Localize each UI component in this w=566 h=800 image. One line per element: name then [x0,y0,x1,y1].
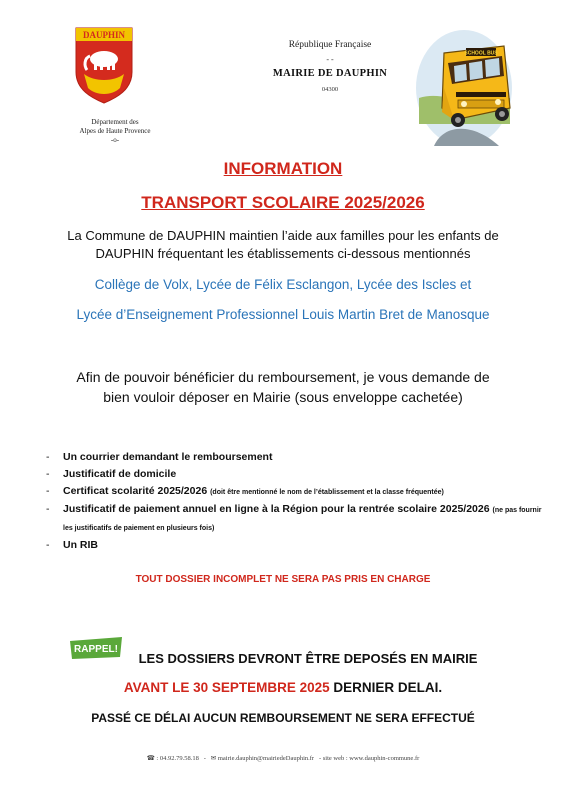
department-line: Département des [91,118,139,126]
document-label: Un RIB [63,539,98,551]
deadline-date: AVANT LE 30 SEPTEMBRE 2025 [123,680,330,695]
request-line: bien vouloir déposer en Mairie (sous enveloppe cachetée) [103,389,463,405]
document-label: Un courrier demandant le remboursement [63,451,273,463]
header-separator: - - [326,55,334,64]
final-notice-line3: PASSÉ CE DÉLAI AUCUN REMBOURSEMENT NE SERA EFFECTUÉ [91,711,475,725]
final-notice-line1: LES DOSSIERS DEVRONT ÊTRE DEPOSÉS EN MAIRIE [138,651,478,666]
document-note: (ne pas fournir les justificatifs de paiement en plusieurs fois) [63,507,542,532]
postcode: 04300 [321,86,339,93]
list-item: - Certificat scolarité 2025/2026 (doit être mentionné le nom de l’établissement et la classe fréquentée) [46,485,444,497]
phone-icon: ☎ : [146,755,160,762]
list-item: - Justificatif de domicile [46,468,177,480]
republique-francaise: République Française [288,40,372,50]
document-label: Justificatif de paiement annuel en ligne à la Région pour la rentrée scolaire 2025/2026 [63,503,490,515]
intro-line: DAUPHIN fréquentant les établissements ci-dessous mentionnés [95,246,471,261]
list-item: - Un RIB [46,539,98,551]
footer-phone: 04.92.79.58.18 [159,755,199,762]
footer-email[interactable]: mairie.dauphin@mairiedeDauphin.fr [217,755,315,762]
department-text [70,118,160,145]
intro-line: La Commune de DAUPHIN maintien l’aide aux familles pour les enfants de [67,228,499,243]
rappel-badge [68,637,126,659]
document-label: Justificatif de domicile [63,468,177,480]
transport-title: TRANSPORT SCOLAIRE 2025/2026 [141,193,425,212]
deadline-suffix: DERNIER DELAI. [333,680,443,695]
schools-line: Collège de Volx, Lycée de Félix Esclangon, Lycée des Iscles et [94,277,472,292]
final-notice-line2 [70,680,496,695]
bus-sign: SCHOOL BUS [464,50,498,57]
incomplete-warning: TOUT DOSSIER INCOMPLET NE SERA PAS PRIS EN CHARGE [135,574,431,585]
required-documents-list [46,449,546,554]
list-item: - Un courrier demandant le remboursement [46,451,273,463]
footer-contact: ☎ : 04.92.79.58.18 - ✉ mairie.dauphin@mairiedeDauphin.fr - site web : www.dauphin-commune.fr [146,755,420,762]
email-icon: ✉ [210,755,218,762]
mairie-title: MAIRIE DE DAUPHIN [272,68,388,79]
request-line: Afin de pouvoir bénéficier du remboursement, je vous demande de [76,369,490,385]
rappel-label: RAPPEL! [74,644,118,655]
crest-text: DAUPHIN [83,30,125,40]
information-title: INFORMATION [223,159,343,178]
list-item: - Justificatif de paiement annuel en ligne à la Région pour la rentrée scolaire 2025/2026 (ne pas fournir les justificatifs de paiement en plusieurs fois) [46,503,542,532]
department-line: -o- [110,136,120,144]
document-note: (doit être mentionné le nom de l’établissement et la classe fréquentée) [210,489,444,496]
footer-website[interactable]: - site web : www.dauphin-commune.fr [318,755,420,762]
dauphin-crest-logo [74,26,134,104]
document-label: Certificat scolarité 2025/2026 [63,485,208,497]
schools-line: Lycée d’Enseignement Professionnel Louis Martin Bret de Manosque [76,307,490,322]
department-line: Alpes de Haute Provence [79,127,151,135]
school-bus-illustration [414,28,514,148]
